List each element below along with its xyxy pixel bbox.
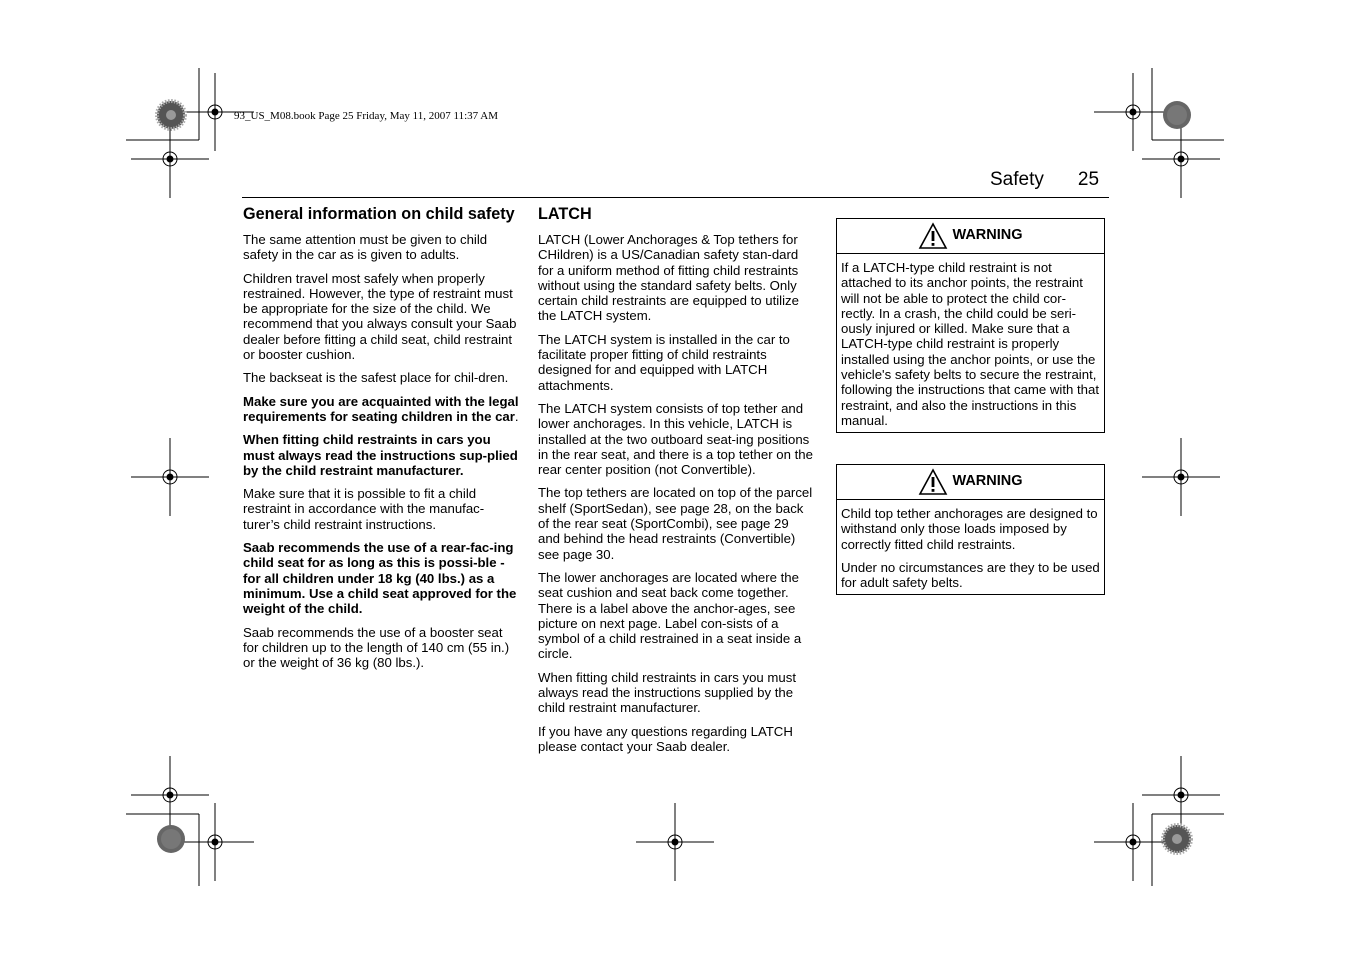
paragraph: The LATCH system is installed in the car to facilitate proper fitting of child restraints designed for and equipped with LATCH attachments. (538, 331, 790, 393)
running-header (990, 169, 1099, 191)
warning-title: WARNING (952, 227, 1023, 244)
warning-text: Child top tether anchorages are designed to withstand only those loads imposed by correctly fitted child restraints. (841, 506, 1098, 552)
warning-box-top-tether (836, 464, 1105, 595)
heading-latch: LATCH (538, 205, 592, 223)
warning-box-latch (836, 218, 1105, 433)
book-file-info: 93_US_M08.book Page 25 Friday, May 11, 2007 11:37 AM (234, 110, 498, 122)
warning-text: If a LATCH-type child restraint is not attached to its anchor points, the restraint will not be able to protect the child cor-rectly. In a crash, the child could be seri-ously injured or killed. Make sure that a LATCH-type child restraint is properly installed using the anchor points, or use the vehicle's safety belts to secure the restraint, following the instructions that came with that restraint, and also the instructions in this manual. (841, 260, 1100, 428)
paragraph: The same attention must be given to child safety in the car as is given to adults. (243, 232, 488, 263)
paragraph: Children travel most safely when properly restrained. However, the type of restraint must be appropriate for the size of the child. We recommend that you always consult your Saab dealer before fitting a child seat, child restraint or booster cushion. (243, 270, 517, 363)
paragraph: The LATCH system consists of top tether and lower anchorages. In this vehicle, LATCH is installed at the two outboard seat-ing positions in the rear seat, and there is a top tether on the rear center position (not Convertible). (538, 400, 813, 478)
paragraph: Make sure that it is possible to fit a child restraint in accordance with the manufac-turer’s child restraint instructions. (243, 486, 485, 532)
bold-paragraph: Saab recommends the use of a rear-fac-ing child seat for as long as this is possi-ble - for all children under 18 kg (40 lbs.) as a minimum. Use a child seat approved for the weight of the child. (243, 540, 517, 617)
warning-body (837, 500, 1104, 594)
paragraph: When fitting child restraints in cars you must always read the instructions supplied by the child restraint manufacturer. (538, 669, 796, 716)
period: . (514, 408, 519, 424)
warning-header (837, 465, 1104, 500)
warning-body (837, 254, 1104, 432)
column-latch (538, 205, 814, 762)
section-title: Safety (990, 169, 1044, 190)
warning-triangle-icon (918, 468, 948, 496)
column-child-safety (243, 205, 519, 678)
page-number: 25 (1077, 169, 1100, 190)
paragraph: The top tethers are located on top of the parcel shelf (SportSedan), see page 28, on the back of the rear seat (SportCombi), see page 29 and behind the head restraints (Convertible) see page 30. (538, 485, 813, 562)
warning-text: Under no circumstances are they to be used for adult safety belts. (841, 559, 1100, 591)
paragraph: LATCH (Lower Anchorages & Top tethers for CHildren) is a US/Canadian safety stan-dard for a uniform method of fitting child restraints without using the standard safety belts. Only certain child restraints are equipped to utilize the LATCH system. (538, 232, 799, 324)
bold-paragraph (243, 394, 519, 425)
paragraph: The backseat is the safest place for chil-dren. (243, 370, 509, 386)
paragraph: The lower anchorages are located where the seat cushion and seat back come together. There is a label above the anchor-ages, see picture on next page. Label con-sists of a symbol of a child restrained in a seat inside a circle. (538, 569, 802, 662)
bold-paragraph: When fitting child restraints in cars you must always read the instructions sup-plied by the child restraint manufacturer. (243, 432, 518, 478)
warning-triangle-icon (918, 222, 948, 250)
heading-general-information: General information on child safety (243, 205, 515, 223)
paragraph: Saab recommends the use of a booster seat for children up to the length of 140 cm (55 in.) or the weight of 36 kg (80 lbs.). (243, 624, 510, 671)
warning-header (837, 219, 1104, 254)
header-rule (242, 197, 1109, 198)
paragraph: If you have any questions regarding LATCH please contact your Saab dealer. (538, 723, 793, 754)
bold-text: Make sure you are acquainted with the legal requirements for seating children in the car (243, 393, 519, 424)
warning-title: WARNING (952, 473, 1023, 490)
